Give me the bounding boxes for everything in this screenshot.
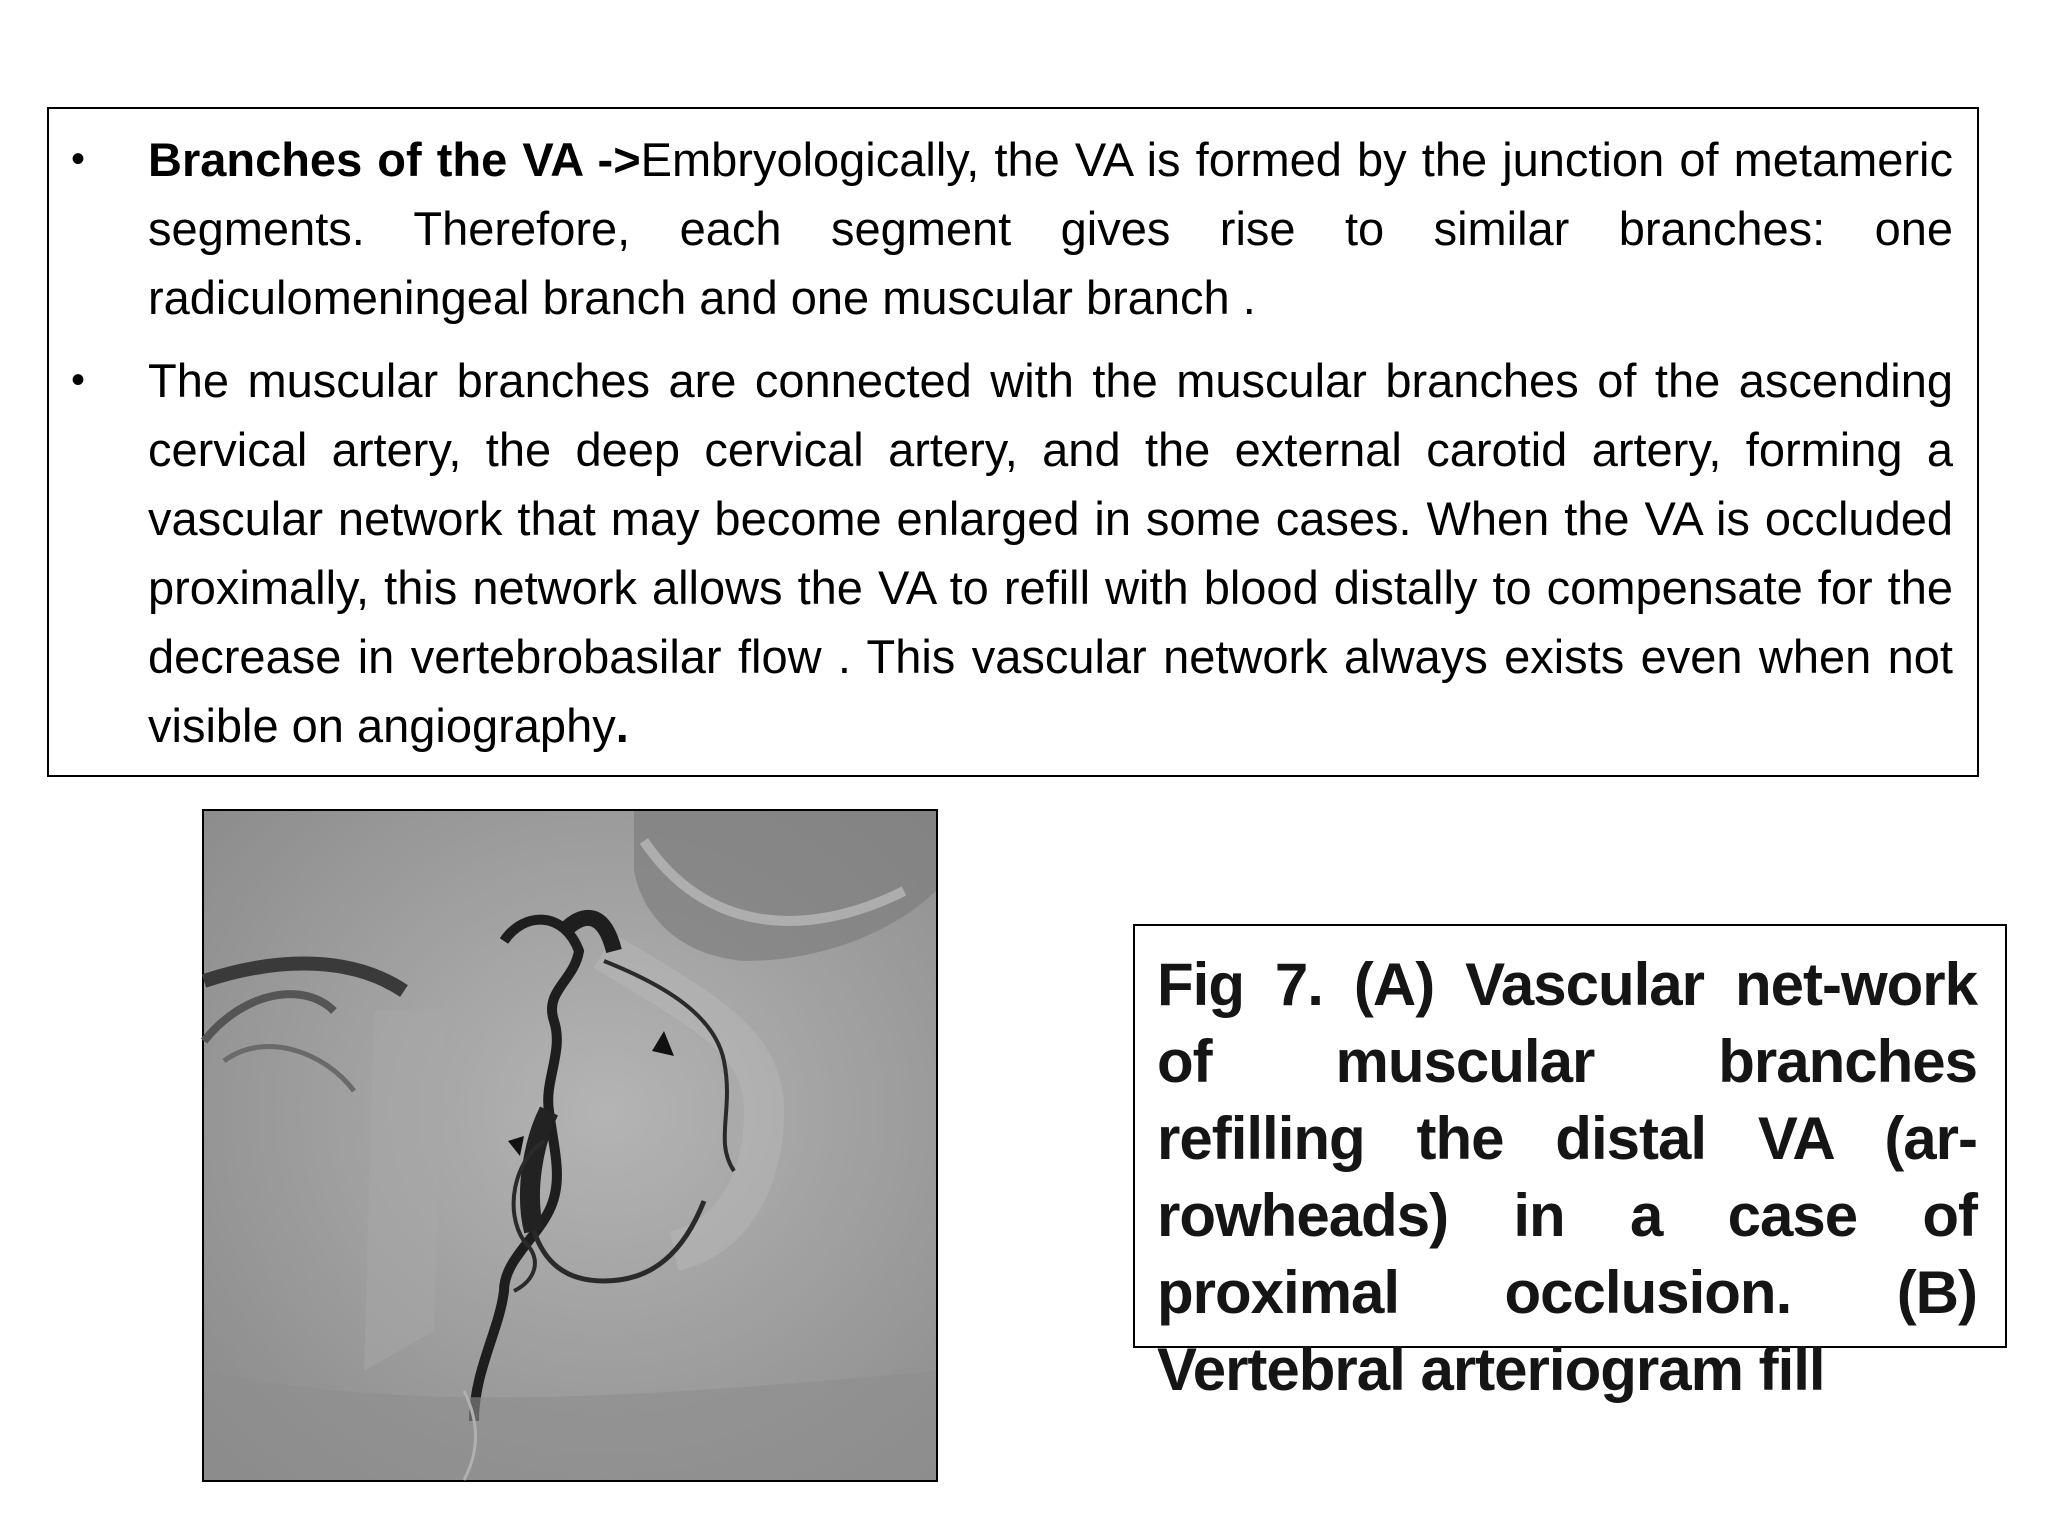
caption-text: Fig 7. (A) Vascular net-work of muscular branches refilling the distal VA (ar-rowheads) in a case of proximal occlusion. (B) Vertebral arteriogram fill <box>1157 951 1977 1403</box>
figure-caption <box>1133 924 2007 1403</box>
angiography-figure <box>202 809 938 1482</box>
text-box <box>47 107 1979 777</box>
bullet-item-muscular <box>49 346 1953 760</box>
bullet-item-branches <box>49 125 1953 332</box>
bullet-list <box>49 125 1953 760</box>
bullet-icon: • <box>71 137 86 181</box>
bullet-lead: Branches of the VA -> <box>148 133 641 186</box>
bullet-text: The muscular branches are connected with the muscular branches of the ascending cervical artery, the deep cervical artery, and the external carotid artery, forming a vascular network that may become enlarged in some cases. When the VA is occluded proximally, this network allows the VA to refill with blood distally to compensate for the decrease in vertebrobasilar flow . This vascular network always exists even when not visible on angiography <box>148 354 1953 752</box>
bullet-icon: • <box>71 358 86 402</box>
bullet-trailing: . <box>615 699 629 752</box>
angiography-image-icon <box>204 811 936 1480</box>
bullet-text: Embryologically, the VA is formed by the junction of metameric segments. Therefore, each segment gives rise to similar branches: one radiculomeningeal branch and one muscular branch . <box>148 133 1953 324</box>
